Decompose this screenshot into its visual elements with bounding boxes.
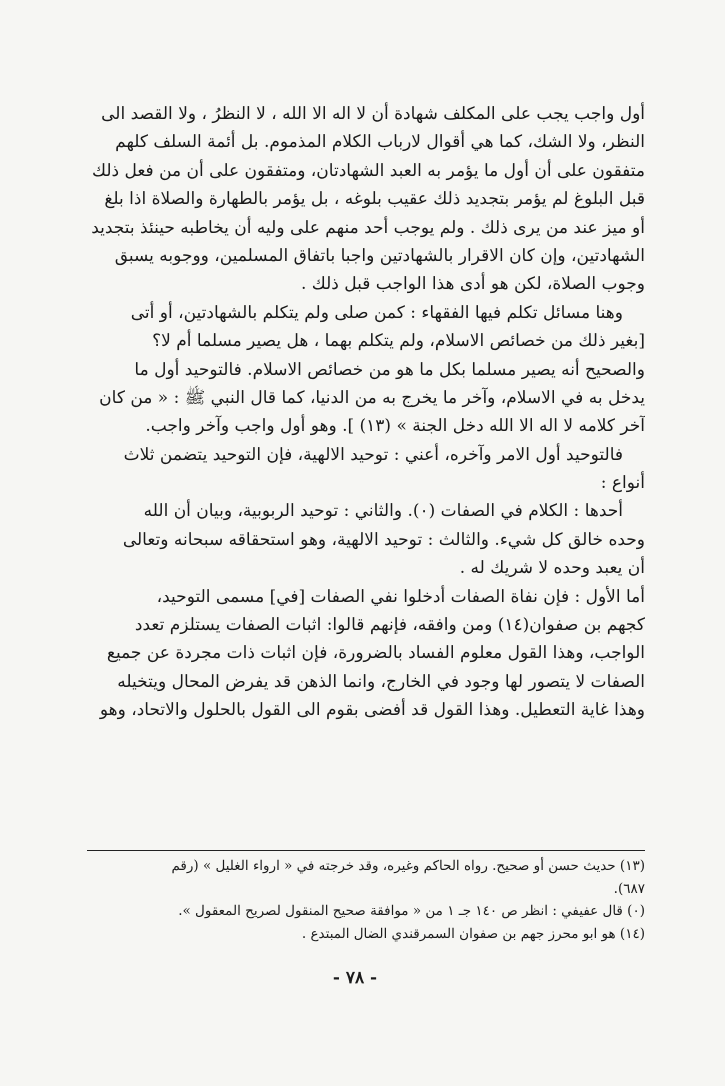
text-line: وحده خالق كل شيء. والثالث : توحيد الالهية، وهو استحقاقه سبحانه وتعالى [122,529,645,550]
text-line: [بغير ذلك من خصائص الاسلام، ولم يتكلم بهما ، هل يصير مسلما أم لا؟ [152,331,645,352]
footnote-divider [87,850,645,851]
text-line: أن يعبد وحده لا شريك له . [459,558,645,579]
text-line: النظر، ولا الشك، كما هي أقوال لارباب الكلام المذموم. بل أئمة السلف كلهم [115,132,645,153]
text-line: وهذا غاية التعطيل. وهذا القول قد أفضى بقوم الى القول بالحلول والاتحاد، وهو [99,700,645,721]
footnote-line: (١٤) هو ابو محرز جهم بن صفوان السمرقندي الضال المبتدع . [301,925,645,942]
main-text [87,100,645,725]
text-line: أحدها : الكلام في الصفات (٠). والثاني : توحيد الربوبية، وبيان أن الله [143,501,623,522]
text-line: أول واجب يجب على المكلف شهادة أن لا اله الا الله ، لا النظرُ ، ولا القصد الى [101,104,645,124]
page-number: - ٧٨ - [332,968,378,988]
text-line: أنواع : [600,473,645,494]
footnote-line: (٠) قال عفيفي : انظر ص ١٤٠ جـ ١ من « موافقة صحيح المنقول لصريح المعقول ». [178,903,645,919]
text-line: أو ميز عند من يرى ذلك . ولم يوجب أحد منهم على وليه أن يخاطبه حينئذ بتجديد [91,217,645,238]
text-line: أما الأول : فإن نفاة الصفات أدخلوا نفي الصفات [في] مسمى التوحيد، [156,586,645,607]
text-line: آخر كلامه لا اله الا الله دخل الجنة » (١٣) ]. وهو أول واجب وآخر واجب. [145,416,645,437]
footnote-line: ٦٨٧). [613,880,645,897]
text-line: يدخل به في الاسلام، وآخر ما يخرج به من الدنيا، كما قال النبي ﷺ : « من كان [99,387,645,408]
text-line: متفقون على أن أول ما يؤمر به العبد الشهادتان، ومتفقون على أن من فعل ذلك [92,160,645,181]
footnote-line: (١٣) حديث حسن أو صحيح. رواه الحاكم وغيره، وقد خرجته في « ارواء الغليل » (رقم [171,858,645,874]
text-line: كجهم بن صفوان(١٤) ومن وافقه، فإنهم قالوا: اثبات الصفات يستلزم تعدد [134,615,645,636]
text-line: الصفات لا يتصور لها وجود في الخارج، وانما الذهن قد يفرض المحال ويتخيله [117,671,645,692]
text-line: الشهادتين، وإن كان الاقرار بالشهادتين واجبا باتفاق المسلمين، ووجوبه يسبق [114,245,645,266]
text-line: وهنا مسائل تكلم فيها الفقهاء : كمن صلى ولم يتكلم بالشهادتين، أو أتى [130,302,623,323]
text-line: والصحيح أنه يصير مسلما بكل ما هو من خصائص الاسلام. فالتوحيد أول ما [134,359,645,380]
text-line: الواجب، وهذا القول معلوم الفساد بالضرورة، فإن اثبات ذات مجردة عن جميع [106,643,645,664]
footnotes [87,855,645,945]
text-line: فالتوحيد أول الامر وآخره، أعني : توحيد الالهية، فإن التوحيد يتضمن ثلاث [123,444,623,465]
text-line: وجوب الصلاة، لكن هو أدى هذا الواجب قبل ذلك . [300,274,645,295]
text-line: قبل البلوغ لم يؤمر بتجديد ذلك عقيب بلوغه ، بل يؤمر بالطهارة والصلاة اذا بلغ [104,189,645,210]
